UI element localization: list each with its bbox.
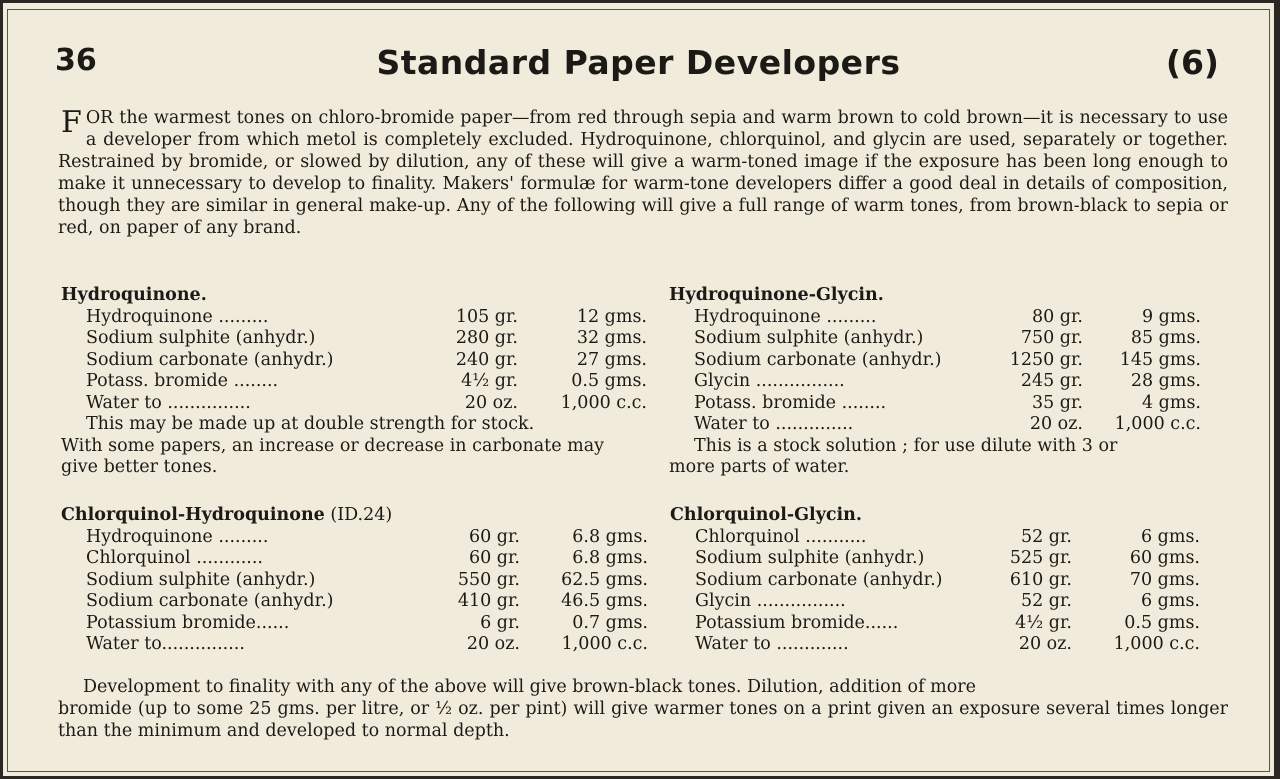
metric-amount: 60 gms. <box>1129 548 1200 568</box>
ingredient-row <box>670 591 1240 613</box>
formula-title: Chlorquinol-Glycin. <box>670 505 862 525</box>
ingredient-name: Glycin ................ <box>694 371 845 391</box>
grain-amount: 20 oz. <box>1018 634 1072 654</box>
formula-hydroquinone-glycin <box>669 285 1239 479</box>
plate-number: (6) <box>1165 43 1219 82</box>
grain-amount: 245 gr. <box>1020 371 1083 391</box>
ingredient-name: Water to ............... <box>86 392 251 413</box>
ingredient-name: Potassium bromide...... <box>86 612 290 633</box>
ingredient-row <box>670 634 1240 656</box>
metric-amount: 32 gms. <box>576 328 647 348</box>
metric-amount: 6.8 gms. <box>572 548 648 568</box>
ingredient-name: Water to ............. <box>695 634 849 654</box>
ingredient-row <box>670 548 1240 570</box>
ingredient-name: Chlorquinol ............ <box>86 548 263 568</box>
metric-amount: 46.5 gms. <box>561 591 648 611</box>
grain-amount: 60 gr. <box>468 548 520 568</box>
footer-paragraph: Development to finality with any of the above will give brown-black tones. Dilution, addition of more bromide (up to some 25 gms. per litre, or ½ oz. per pint) will give warmer tones on a print given an exposure several times longer than the minimum and developed to normal depth. <box>58 677 1228 741</box>
intro-lead: OR <box>85 108 114 128</box>
metric-amount: 4 gms. <box>1141 392 1201 413</box>
ingredient-name: Water to .............. <box>694 414 854 434</box>
grain-amount: 4½ gr. <box>461 371 518 391</box>
ingredient-row <box>61 548 648 570</box>
ingredient-row <box>669 371 1239 393</box>
ingredient-name: Sodium sulphite (anhydr.) <box>695 548 925 568</box>
ingredient-name: Chlorquinol ........... <box>695 526 867 547</box>
ingredient-row <box>670 613 1240 635</box>
ingredient-name: Sodium sulphite (anhydr.) <box>694 328 924 348</box>
grain-amount: 35 gr. <box>1031 392 1083 413</box>
grain-amount: 550 gr. <box>457 569 520 590</box>
ingredient-row <box>670 570 1240 592</box>
ingredient-row <box>669 328 1239 350</box>
grain-amount: 20 oz. <box>1029 414 1083 434</box>
grain-amount: 20 oz. <box>464 392 518 413</box>
metric-amount: 0.5 gms. <box>571 371 647 391</box>
metric-amount: 12 gms. <box>576 306 647 327</box>
ingredient-name: Sodium sulphite (anhydr.) <box>86 569 316 590</box>
grain-amount: 410 gr. <box>457 591 520 611</box>
formula-title: Hydroquinone-Glycin. <box>669 285 884 305</box>
metric-amount: 9 gms. <box>1141 306 1201 327</box>
ingredient-row <box>61 306 647 329</box>
grain-amount: 20 oz. <box>466 634 520 654</box>
metric-amount: 6.8 gms. <box>572 526 648 547</box>
intro-paragraph <box>58 107 1228 239</box>
metric-amount: 0.7 gms. <box>572 612 648 633</box>
ingredient-row <box>61 634 648 656</box>
page-number: 36 <box>55 43 97 78</box>
ingredient-row <box>669 393 1239 415</box>
ingredient-row <box>669 350 1239 372</box>
grain-amount: 60 gr. <box>468 526 520 547</box>
metric-amount: 85 gms. <box>1130 328 1201 348</box>
grain-amount: 280 gr. <box>455 328 518 348</box>
ingredient-name: Potassium bromide...... <box>695 612 899 633</box>
formula-note: This may be made up at double strength for stock. With some papers, an increase or decrease in carbonate may give better tones. <box>61 414 605 477</box>
grain-amount: 1250 gr. <box>1009 349 1083 370</box>
metric-amount: 1,000 c.c. <box>560 392 647 413</box>
grain-amount: 610 gr. <box>1009 569 1072 590</box>
grain-amount: 525 gr. <box>1009 548 1072 568</box>
grain-amount: 52 gr. <box>1020 591 1072 611</box>
ingredient-name: Sodium carbonate (anhydr.) <box>695 569 943 590</box>
drop-cap: F <box>61 105 82 140</box>
ingredient-row <box>670 527 1240 549</box>
ingredient-row <box>61 569 648 592</box>
metric-amount: 62.5 gms. <box>561 569 648 590</box>
ingredient-row <box>61 371 647 393</box>
ingredient-name: Sodium sulphite (anhydr.) <box>86 328 316 348</box>
formula-title: Hydroquinone. <box>61 285 207 305</box>
grain-amount: 105 gr. <box>455 306 518 327</box>
ingredient-row <box>61 392 647 415</box>
grain-amount: 750 gr. <box>1020 328 1083 348</box>
metric-amount: 6 gms. <box>1140 591 1200 611</box>
ingredient-row <box>61 612 648 635</box>
ingredient-row <box>61 328 647 350</box>
ingredient-name: Hydroquinone ......... <box>694 306 877 327</box>
ingredient-row <box>669 307 1239 329</box>
ingredient-name: Water to............... <box>86 634 245 654</box>
metric-amount: 27 gms. <box>576 349 647 370</box>
formula-chlorquinol-glycin <box>670 505 1240 656</box>
metric-amount: 28 gms. <box>1130 371 1201 391</box>
formula-note: This is a stock solution ; for use dilute with 3 or more parts of water. <box>669 435 1118 477</box>
grain-amount: 80 gr. <box>1031 306 1083 327</box>
grain-amount: 4½ gr. <box>1015 612 1072 633</box>
ingredient-name: Sodium carbonate (anhydr.) <box>86 349 334 370</box>
ingredient-name: Sodium carbonate (anhydr.) <box>86 591 334 611</box>
ingredient-row <box>61 349 647 372</box>
grain-amount: 6 gr. <box>480 612 520 633</box>
formula-chlorquinol-hydroquinone <box>61 505 648 656</box>
metric-amount: 1,000 c.c. <box>1113 634 1200 654</box>
metric-amount: 0.5 gms. <box>1124 612 1200 633</box>
ingredient-name: Glycin ................ <box>695 591 846 611</box>
metric-amount: 70 gms. <box>1129 569 1200 590</box>
formula-title: Chlorquinol-Hydroquinone (ID.24) <box>61 505 393 525</box>
ingredient-row <box>61 591 648 613</box>
ingredient-name: Potass. bromide ........ <box>694 392 887 413</box>
page-title: Standard Paper Developers <box>376 43 901 82</box>
metric-amount: 1,000 c.c. <box>561 634 648 654</box>
grain-amount: 52 gr. <box>1020 526 1072 547</box>
metric-amount: 1,000 c.c. <box>1114 414 1201 434</box>
grain-amount: 240 gr. <box>455 349 518 370</box>
page-header <box>3 43 1274 93</box>
ingredient-row <box>669 414 1239 436</box>
metric-amount: 145 gms. <box>1119 349 1201 370</box>
formula-hydroquinone <box>61 285 647 479</box>
metric-amount: 6 gms. <box>1140 526 1200 547</box>
ingredient-name: Sodium carbonate (anhydr.) <box>694 349 942 370</box>
ingredient-name: Hydroquinone ......... <box>86 306 269 327</box>
intro-text: the warmest tones on chloro-bromide paper—from red through sepia and warm brown to cold brown—it is necessary to use a developer from which metol is completely excluded. Hydroquinone, chlorquinol, and glycin are used, separately or together. Restrained by bromide, or slowed by dilution, any of these will give a warm-toned image if the exposure has been long enough to make it unnecessary to develop to finality. Makers' formulæ for warm-tone developers differ a good deal in details of composition, though they are similar in general make-up. Any of the following will give a full range of warm tones, from brown-black to sepia or red, on paper of any brand. <box>58 108 1228 238</box>
ingredient-row <box>61 526 648 549</box>
ingredient-name: Potass. bromide ........ <box>86 371 279 391</box>
ingredient-name: Hydroquinone ......... <box>86 526 269 547</box>
